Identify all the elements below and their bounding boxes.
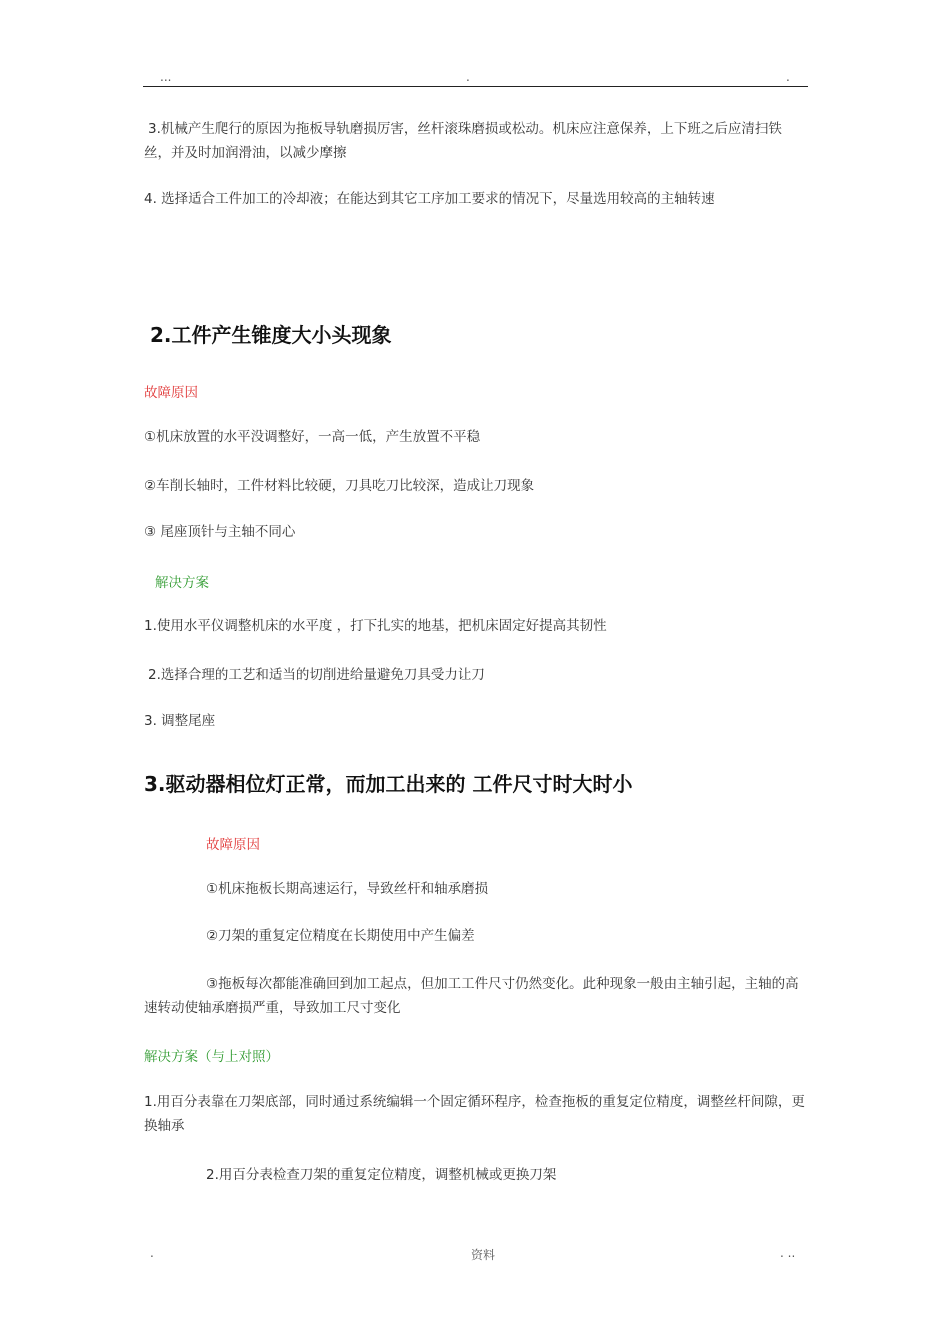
section2-solution-2: 2.选择合理的工艺和适当的切削进给量避免刀具受力让刀 (148, 667, 485, 683)
section3-title: 3.驱动器相位灯正常，而加工出来的 工件尺寸时大时小 (144, 772, 633, 796)
section2-solution-label: 解决方案 (155, 575, 209, 591)
section2-cause-1: ①机床放置的水平没调整好，一高一低，产生放置不平稳 (144, 429, 481, 445)
header-center-mark: . (466, 70, 470, 84)
section2-cause-label: 故障原因 (144, 385, 198, 401)
section3-solution-2: 2.用百分表检查刀架的重复定位精度，调整机械或更换刀架 (206, 1167, 557, 1183)
section3-solution-label: 解决方案（与上对照） (144, 1049, 279, 1065)
header-rule (143, 86, 808, 87)
header-right-mark: . (786, 70, 790, 84)
section2-solution-3: 3. 调整尾座 (144, 713, 216, 729)
footer-left-mark: . (150, 1246, 154, 1260)
footer-right-mark: . .. (780, 1246, 796, 1260)
section3-cause-2: ②刀架的重复定位精度在长期使用中产生偏差 (206, 928, 475, 944)
intro-item-3: 3.机械产生爬行的原因为拖板导轨磨损厉害，丝杆滚珠磨损或松动。机床应注意保养，上下班之后应清扫铁丝，并及时加润滑油，以减少摩擦 (144, 121, 782, 161)
section2-solution-1: 1.使用水平仪调整机床的水平度 ，打下扎实的地基，把机床固定好提高其韧性 (144, 618, 607, 634)
intro-item-4: 4. 选择适合工件加工的冷却液；在能达到其它工序加工要求的情况下，尽量选用较高的主轴转速 (144, 191, 715, 207)
section3-cause-3: ③拖板每次都能准确回到加工起点，但加工工件尺寸仍然变化。此种现象一般由主轴引起，主轴的高速转动使轴承磨损严重，导致加工尺寸变化 (144, 976, 799, 1016)
header-left-mark: ... (160, 70, 172, 84)
section2-cause-3: ③ 尾座顶针与主轴不同心 (144, 524, 296, 540)
section3-cause-label: 故障原因 (206, 837, 260, 853)
section3-cause-1: ①机床拖板长期高速运行，导致丝杆和轴承磨损 (206, 881, 489, 897)
footer-page-label: 资料 (471, 1248, 496, 1262)
section2-title: 2.工件产生锥度大小头现象 (150, 323, 392, 347)
section2-cause-2: ②车削长轴时，工件材料比较硬，刀具吃刀比较深，造成让刀现象 (144, 478, 535, 494)
section3-solution-1: 1.用百分表靠在刀架底部，同时通过系统编辑一个固定循环程序，检查拖板的重复定位精度，调整丝杆间隙，更换轴承 (144, 1094, 805, 1134)
